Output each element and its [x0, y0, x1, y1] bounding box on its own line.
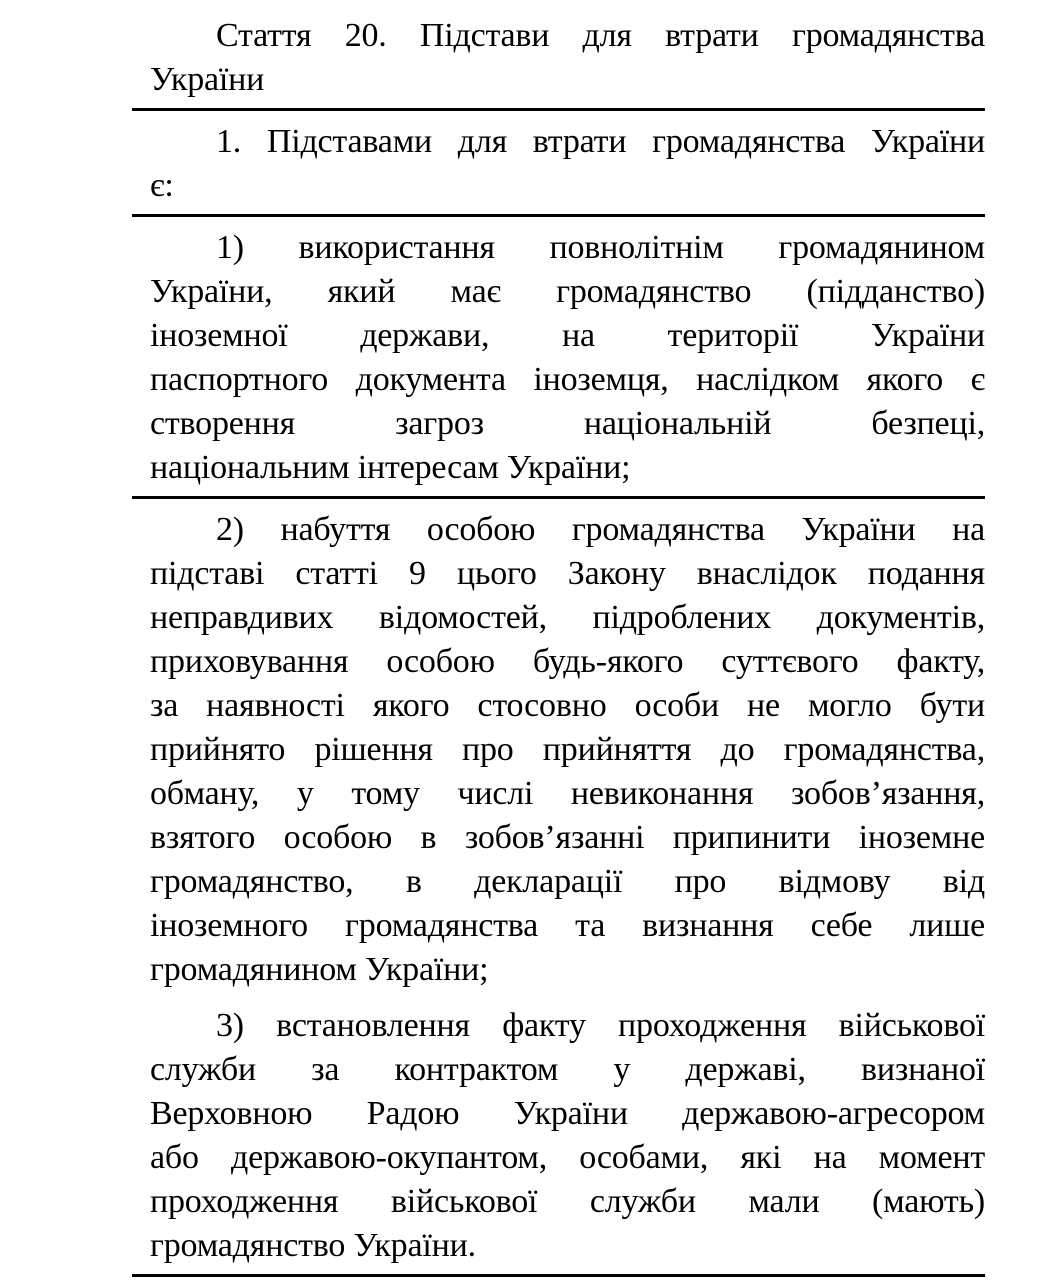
text-line: України [150, 61, 265, 98]
list-item-3 [150, 1004, 985, 1268]
text-line: громадянство України. [150, 1227, 476, 1264]
part-1-intro-paragraph [150, 120, 985, 208]
text-line: обману, у тому числі невиконання зобов’язання, [150, 775, 985, 812]
article-heading [150, 14, 985, 102]
text-line: прийнято рішення про прийняття до громадянства, [150, 731, 985, 768]
text-line: підставі статті 9 цього Закону внаслідок подання [150, 555, 985, 592]
list-item-1 [150, 226, 985, 490]
text-line: України, який має громадянство (підданство) [150, 273, 985, 310]
text-line: є: [150, 167, 174, 204]
document-text-block [150, 14, 985, 1280]
heading-underline-rule [132, 108, 985, 111]
text-line: служби за контрактом у державі, визнаної [150, 1051, 985, 1088]
text-line: національним інтересам України; [150, 449, 631, 486]
list-item-2 [150, 508, 985, 992]
text-line: паспортного документа іноземця, наслідком якого є [150, 361, 985, 398]
text-line: створення загроз національній безпеці, [150, 405, 985, 442]
item-3-underline-rule [132, 1274, 985, 1277]
text-line: за наявності якого стосовно особи не могло бути [150, 687, 985, 724]
text-line: неправдивих відомостей, підроблених документів, [150, 599, 985, 636]
text-line: 1. Підставами для втрати громадянства України [216, 123, 985, 160]
item-1-underline-rule [132, 496, 985, 499]
text-line: 1) використання повнолітнім громадянином [216, 229, 985, 266]
text-line: 2) набуття особою громадянства України на [216, 511, 985, 548]
text-line: Верховною Радою України державою-агресором [150, 1095, 985, 1132]
text-line: приховування особою будь-якого суттєвого факту, [150, 643, 985, 680]
text-line: проходження військової служби мали (мають) [150, 1183, 985, 1220]
text-line: 3) встановлення факту проходження військової [216, 1007, 985, 1044]
text-line: взятого особою в зобов’язанні припинити іноземне [150, 819, 985, 856]
intro-underline-rule [132, 214, 985, 217]
text-line: громадянство, в декларації про відмову від [150, 863, 985, 900]
text-line: іноземної держави, на території України [150, 317, 985, 354]
text-line: іноземного громадянства та визнання себе лише [150, 907, 985, 944]
text-line: громадянином України; [150, 951, 489, 988]
text-line: або державою-окупантом, особами, які на момент [150, 1139, 985, 1176]
text-line: Стаття 20. Підстави для втрати громадянства [216, 17, 985, 54]
